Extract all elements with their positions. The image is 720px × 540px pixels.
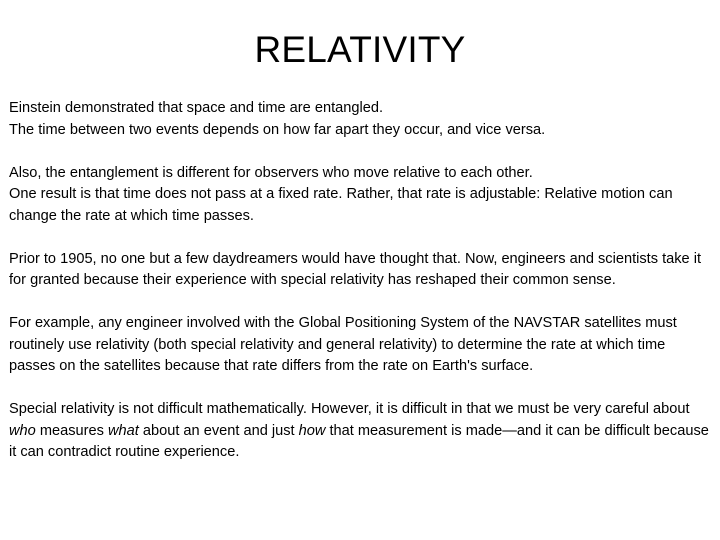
paragraph-entanglement (9, 98, 715, 141)
paragraph-line: Einstein demonstrated that space and time are entangled. (9, 100, 384, 116)
paragraph-observers (9, 163, 715, 228)
paragraph-gps-example: For example, any engineer involved with the Global Positioning System of the NAVSTAR satellites must routinely use relativity (both special relativity and general relativity) to determine the rate at which time passes on the satellites because that rate differs from the rate on Earth's surface. (9, 315, 677, 374)
text-segment: Special relativity is not difficult mathematically. However, it is difficult in that we must be very careful about (9, 401, 690, 417)
paragraph-prior-1905: Prior to 1905, no one but a few daydreamers would have thought that. Now, engineers and scientists take it for granted because their experience with special relativity has reshaped their common sense. (9, 250, 701, 288)
slide-title: RELATIVITY (254, 29, 466, 70)
emphasis-how: how (298, 422, 326, 439)
text-segment: that measurement is made—and it can be difficult because it can contradict routine experience. (9, 422, 709, 460)
slide-body (9, 98, 715, 464)
emphasis-who: who (9, 422, 36, 439)
paragraph-line: One result is that time does not pass at a fixed rate. Rather, that rate is adjustable: Relative motion can change the rate at which time passes. (9, 186, 673, 224)
paragraph-line: Also, the entanglement is different for observers who move relative to each other. (9, 164, 533, 181)
emphasis-what: what (107, 422, 139, 439)
text-segment: about an event and just (138, 422, 299, 439)
paragraph-line: The time between two events depends on how far apart they occur, and vice versa. (9, 121, 546, 138)
paragraph-special-relativity (9, 399, 715, 464)
text-segment: measures (35, 422, 108, 439)
